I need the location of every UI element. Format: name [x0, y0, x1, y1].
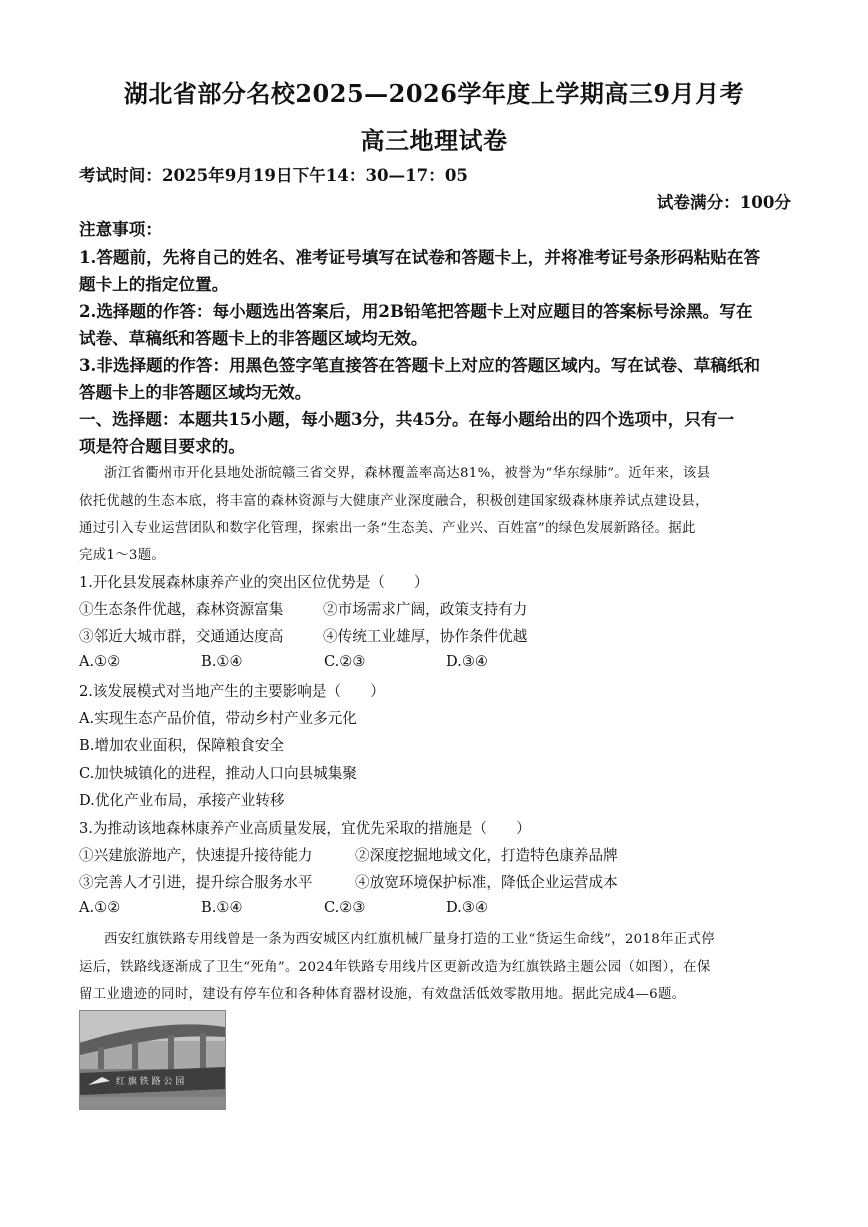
question-item: ②深度挖掘地域文化，打造特色康养品牌 — [355, 847, 618, 864]
notice-line: 1.答题前，先将自己的姓名、准考证号填写在试卷和答题卡上，并将准考证号条形码粘贴在答 — [79, 247, 761, 267]
passage-line: 留工业遗迹的同时，建设有停车位和各种体育器材设施，有效盘活低效零散用地。据此完成4—6题。 — [79, 987, 686, 1002]
section-heading: 一、选择题：本题共15小题，每小题3分，共45分。在每小题给出的四个选项中，只有一 — [79, 409, 735, 429]
answer-option: B.①④ — [201, 653, 243, 670]
notice-line: 题卡上的指定位置。 — [79, 274, 229, 294]
question-item: ③邻近大城市群，交通通达度高 — [79, 628, 284, 645]
notice-heading: 注意事项： — [79, 219, 162, 239]
answer-option: A.①② — [79, 653, 121, 670]
answer-option: A.①② — [79, 899, 121, 916]
notice-line: 试卷、草稿纸和答题卡上的非答题区域均无效。 — [79, 328, 428, 348]
notice-line: 2.选择题的作答：每小题选出答案后，用2B铅笔把答题卡上对应题目的答案标号涂黑。写在 — [79, 301, 753, 321]
question-item: ④传统工业雄厚，协作条件优越 — [323, 628, 528, 645]
answer-option: D.优化产业布局，承接产业转移 — [79, 792, 285, 809]
question-stem: 2.该发展模式对当地产生的主要影响是（ ） — [79, 683, 385, 700]
question-item: ①生态条件优越，森林资源富集 — [79, 601, 284, 618]
answer-option: C.加快城镇化的进程，推动人口向县城集聚 — [79, 765, 357, 782]
passage-line: 通过引入专业运营团队和数字化管理，探索出一条“生态美、产业兴、百姓富”的绿色发展新路径。据此 — [79, 521, 696, 536]
passage-line: 西安红旗铁路专用线曾是一条为西安城区内红旗机械厂量身打造的工业“货运生命线”，2018年正式停 — [104, 932, 715, 947]
answer-option: C.②③ — [324, 653, 366, 670]
railway-park-photo — [79, 1010, 226, 1110]
passage-line: 运后，铁路线逐渐成了卫生“死角”。2024年铁路专用线片区更新改造为红旗铁路主题公园（如图），在保 — [79, 960, 711, 975]
exam-subtitle: 高三地理试卷 — [360, 126, 508, 155]
exam-time: 考试时间：2025年9月19日下午14：30—17：05 — [79, 165, 468, 185]
question-item: ①兴建旅游地产，快速提升接待能力 — [79, 847, 313, 864]
question-item: ③完善人才引进，提升综合服务水平 — [79, 874, 313, 891]
answer-option: B.增加农业面积，保障粮食安全 — [79, 737, 285, 754]
answer-option: D.③④ — [446, 653, 488, 670]
park-sign-text: 红 旗 铁 路 公 园 — [116, 1077, 185, 1087]
question-stem: 1.开化县发展森林康养产业的突出区位优势是（ ） — [79, 574, 429, 591]
question-stem: 3.为推动该地森林康养产业高质量发展，宜优先采取的措施是（ ） — [79, 820, 531, 837]
section-heading: 项是符合题目要求的。 — [79, 436, 245, 456]
answer-option: B.①④ — [201, 899, 243, 916]
passage-line: 完成1～3题。 — [79, 548, 166, 563]
answer-option: C.②③ — [324, 899, 366, 916]
notice-line: 3.非选择题的作答：用黑色签字笔直接答在答题卡上对应的答题区域内。写在试卷、草稿纸和 — [79, 355, 761, 375]
passage-line: 浙江省衢州市开化县地处浙皖赣三省交界，森林覆盖率高达81%，被誉为“华东绿肺”。近年来，该县 — [104, 466, 711, 481]
question-item: ②市场需求广阔，政策支持有力 — [323, 601, 528, 618]
notice-line: 答题卡上的非答题区域均无效。 — [79, 382, 312, 402]
question-item: ④放宽环境保护标准，降低企业运营成本 — [355, 874, 618, 891]
answer-option: D.③④ — [446, 899, 488, 916]
exam-title: 湖北省部分名校2025—2026学年度上学期高三9月月考 — [123, 79, 745, 108]
answer-option: A.实现生态产品价值，带动乡村产业多元化 — [79, 710, 357, 727]
full-score: 试卷满分：100分 — [656, 192, 791, 212]
passage-line: 依托优越的生态本底，将丰富的森林资源与大健康产业深度融合，积极创建国家级森林康养试点建设县， — [79, 494, 709, 509]
